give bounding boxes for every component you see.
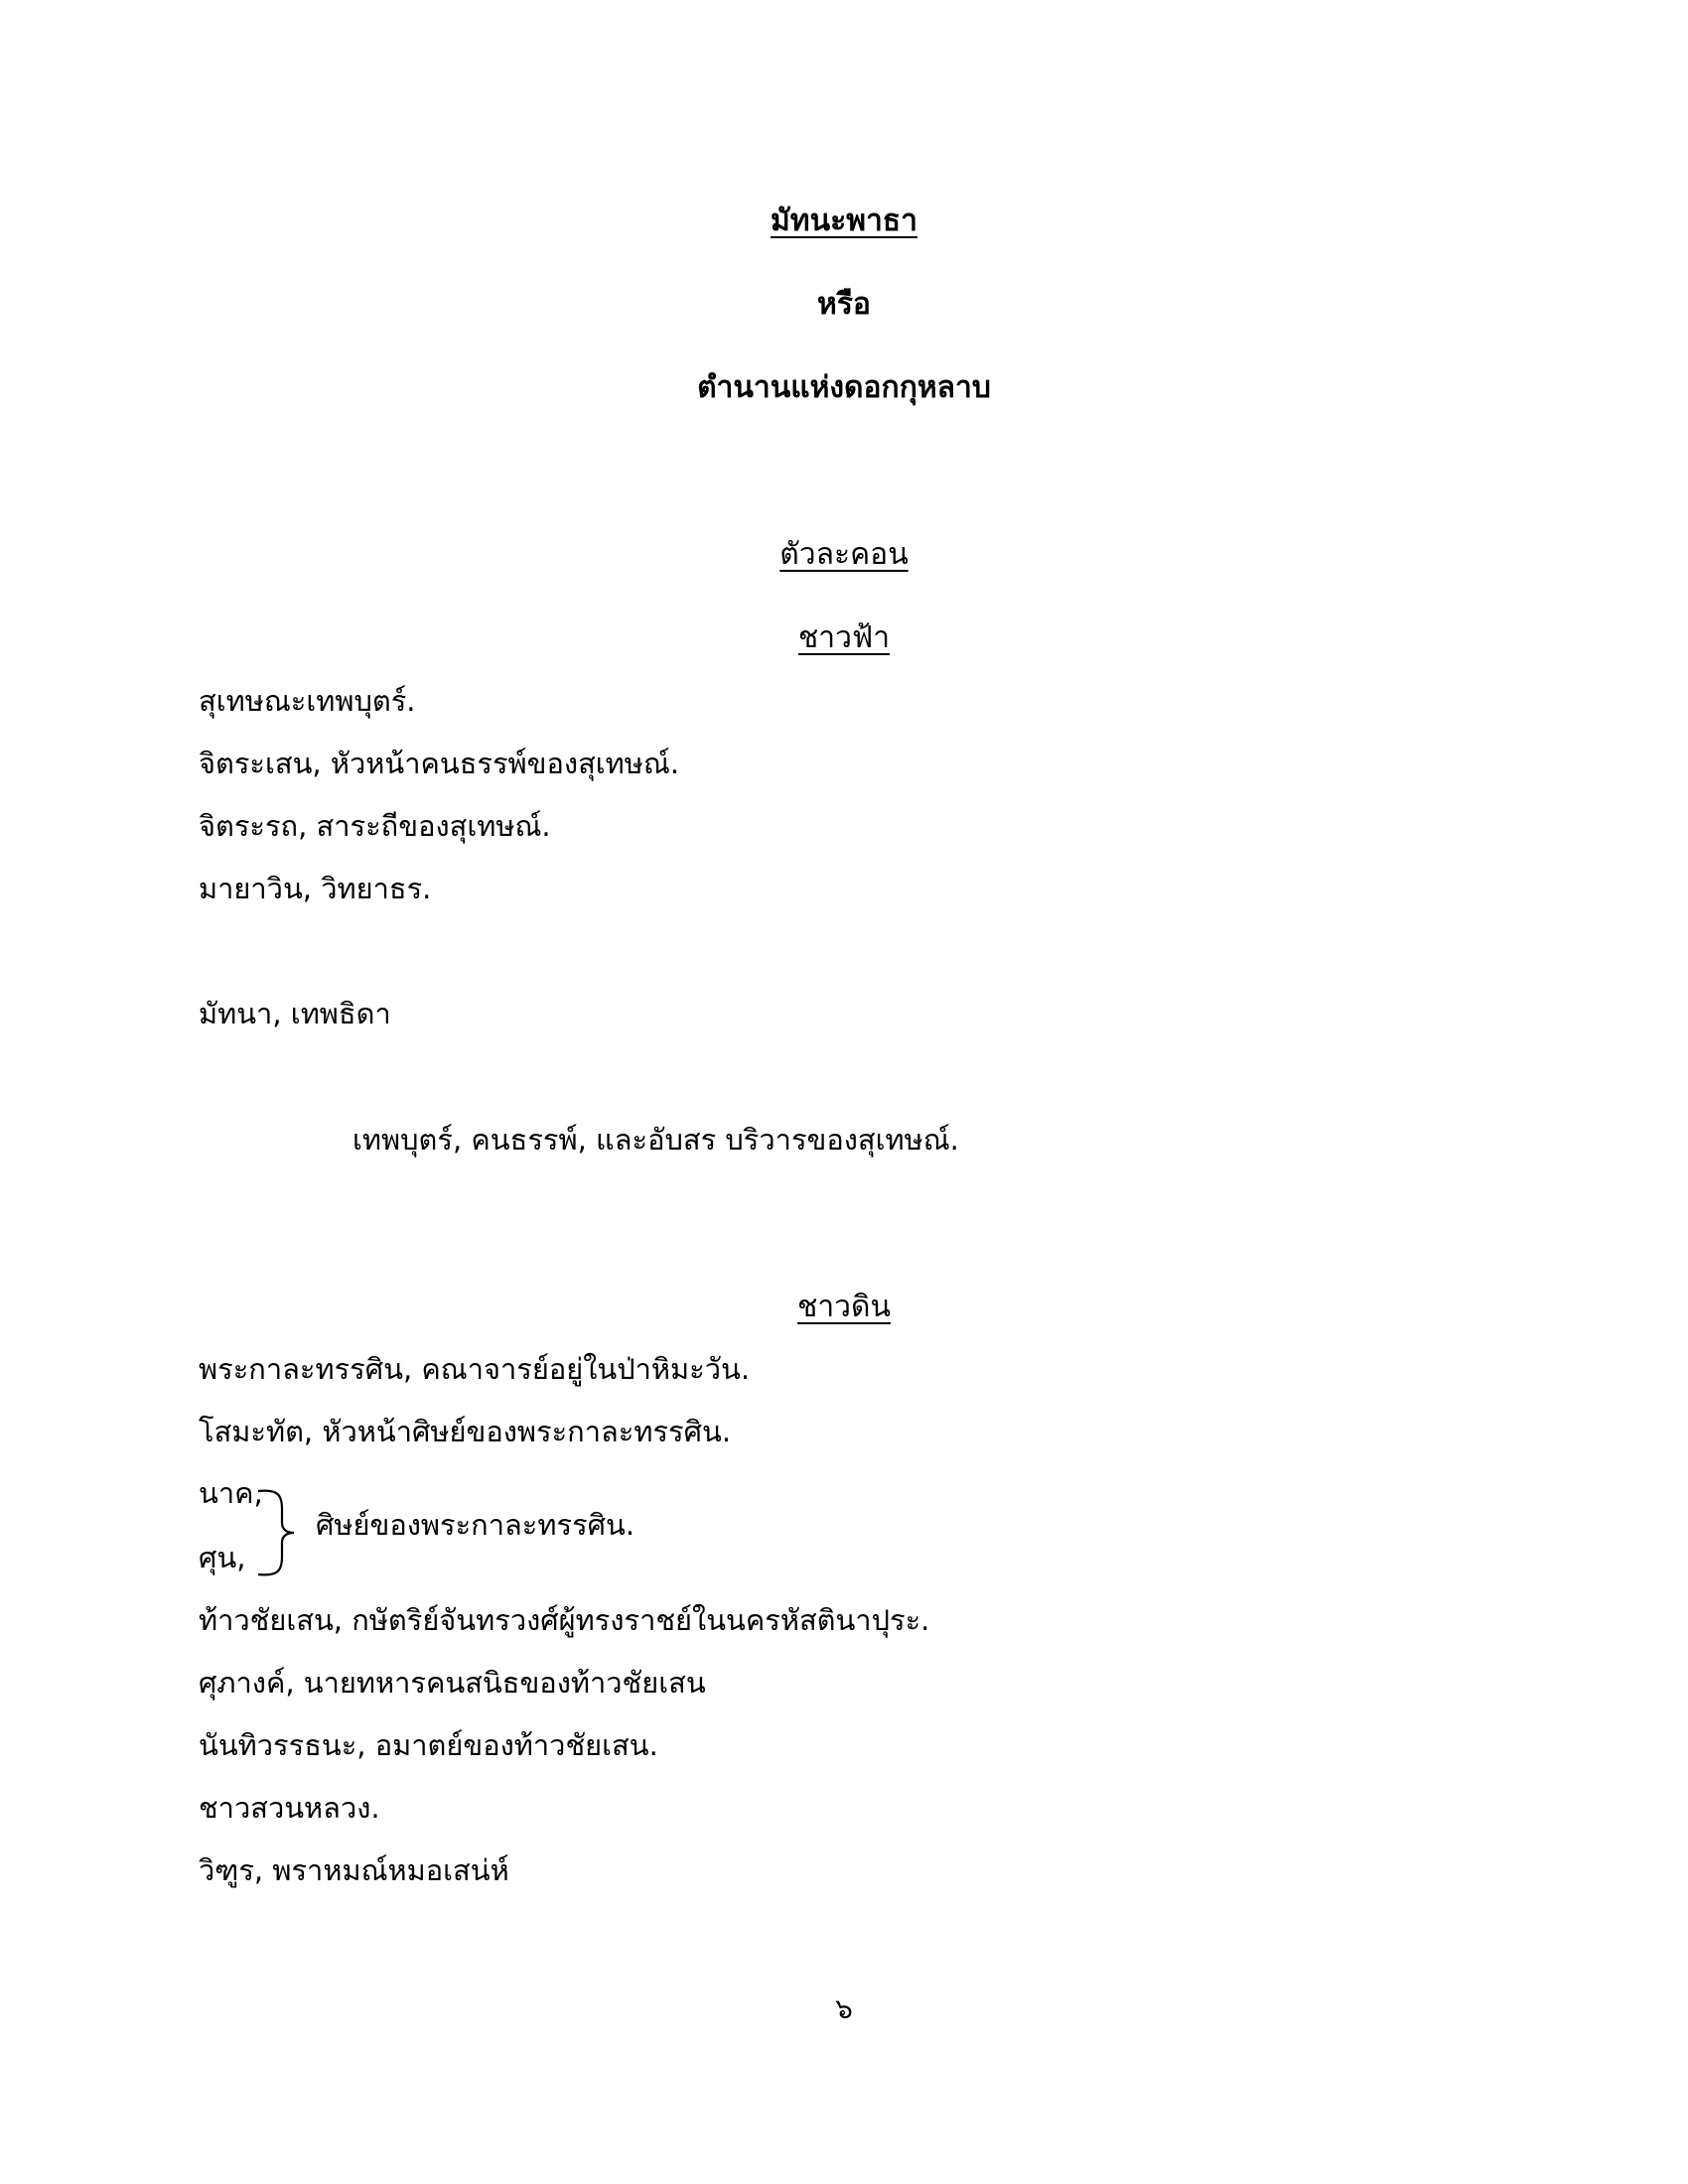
character-line: สุเทษณะเทพบุตร์. (199, 684, 416, 718)
group-name: ศุน, (199, 1541, 246, 1574)
character-line: จิตระรถ, สาระถีของสุเทษณ์. (199, 809, 551, 843)
page-number: ๖ (835, 1992, 853, 2025)
character-line: ชาวสวนหลวง. (199, 1791, 380, 1825)
character-line: ศุภางค์, นายทหารคนสนิธของท้าวชัยเสน (199, 1666, 706, 1700)
character-line: จิตระเสน, หัวหน้าคนธรรพ์ของสุเทษณ์. (199, 747, 680, 780)
sky-heading: ชาวฟ้า (797, 620, 891, 655)
character-line: มายาวิน, วิทยาธร. (199, 872, 432, 905)
character-line: ท้าวชัยเสน, กษัตริย์จันทรวงศ์ผู้ทรงราชย์ในนครหัสตินาปุระ. (199, 1603, 930, 1637)
character-line: โสมะทัต, หัวหน้าศิษย์ของพระกาละทรรศิน. (199, 1415, 732, 1448)
character-line: มัทนา, เทพธิดา (199, 997, 391, 1030)
group-description: ศิษย์ของพระกาละทรรศิน. (316, 1508, 635, 1542)
earth-heading: ชาวดิน (796, 1290, 892, 1324)
play-subtitle: ตำนานแห่งดอกกุหลาบ (697, 370, 991, 405)
character-line: พระกาละทรรศิน, คณาจารย์อยู่ในป่าหิมะวัน. (199, 1352, 751, 1386)
right-brace-icon (256, 1487, 304, 1578)
title-or: หรือ (817, 287, 871, 322)
character-line: นันทิวรรธนะ, อมาตย์ของท้าวชัยเสน. (199, 1728, 658, 1762)
characters-heading: ตัวละคอน (779, 537, 909, 572)
character-line: วิฑูร, พราหมณ์หมอเสน่ห์ (199, 1853, 509, 1887)
retinue-line: เทพบุตร์, คนธรรพ์, และอับสร บริวารของสุเทษณ์. (352, 1123, 959, 1157)
play-title: มัทนะพาธา (771, 204, 917, 238)
group-name: นาค, (199, 1476, 263, 1510)
